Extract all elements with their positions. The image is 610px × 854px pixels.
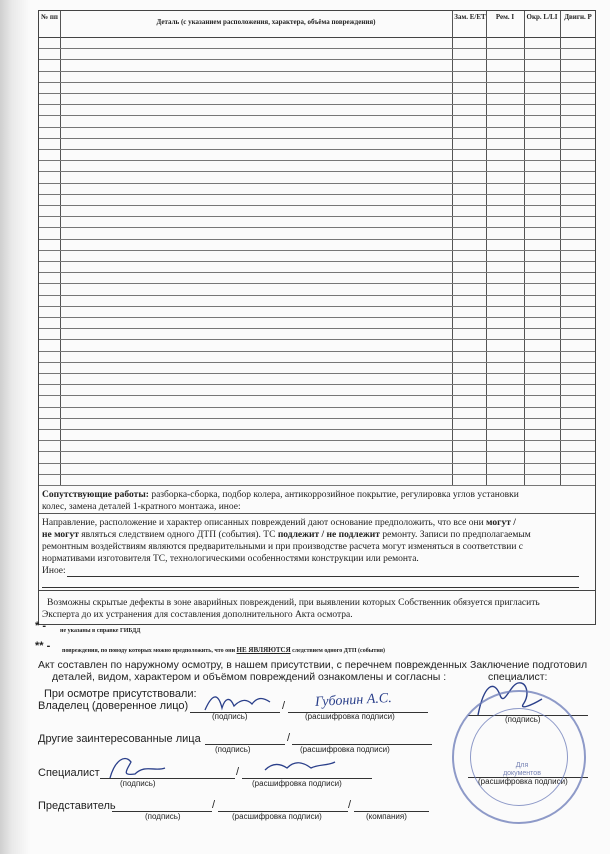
table-row xyxy=(39,104,595,105)
col-disassembly-header: Двигн. P xyxy=(564,13,592,21)
col-detail-header: Деталь (с указанием расположения, характера, объёма повреждения) xyxy=(156,18,376,26)
table-row xyxy=(39,474,595,475)
star-double: ** - xyxy=(35,640,51,652)
specialist-sign-caption: (подпись) xyxy=(505,715,541,724)
owner-sign-caption: (подпись) xyxy=(212,712,248,721)
specialist-row-decode-caption: (расшифровка подписи) xyxy=(252,779,342,788)
col-replace-header: Зам. E/ET xyxy=(454,13,486,21)
representative-slash2: / xyxy=(348,799,352,811)
other-line xyxy=(67,576,579,577)
table-row xyxy=(39,339,595,340)
table-row xyxy=(39,138,595,139)
owner-slash: / xyxy=(282,700,286,712)
table-row xyxy=(39,149,595,150)
table-row xyxy=(39,205,595,206)
star-single: * - xyxy=(35,620,46,632)
other-label: Иное: xyxy=(42,566,66,576)
col-num-header: № пп xyxy=(41,13,58,21)
table-row xyxy=(39,115,595,116)
table-row xyxy=(39,250,595,251)
related-works-label: Сопутствующие работы: xyxy=(42,490,149,500)
table-row xyxy=(39,239,595,240)
owner-decode-caption: (расшифровка подписи) xyxy=(305,712,395,721)
page-edge-shadow xyxy=(0,0,30,854)
table-row xyxy=(39,183,595,184)
note-not-in-certificate: не указаны в справке ГИБДД xyxy=(60,628,141,634)
related-works-line1: Сопутствующие работы: разборка-сборка, подбор колера, антикоррозийное покрытие, регулировка углов установки xyxy=(42,490,519,500)
table-row xyxy=(39,59,595,60)
conclusion-specialist: специалист: xyxy=(488,671,548,683)
stamp-inner-ring xyxy=(470,708,568,806)
specialist-decode-caption: (расшифровка подписи) xyxy=(478,777,568,786)
table-row xyxy=(39,395,595,396)
table-row xyxy=(39,362,595,363)
table-row xyxy=(39,317,595,318)
act-line1: Акт составлен по наружному осмотру, в нашем присутствии, с перечнем поврежденных xyxy=(38,659,467,671)
owner-name-handwritten: Губонин А.С. xyxy=(314,691,393,710)
table-row xyxy=(39,261,595,262)
table-row xyxy=(39,384,595,385)
representative-slash1: / xyxy=(212,799,216,811)
specialist-signature xyxy=(105,752,355,782)
table-row xyxy=(39,160,595,161)
others-decode-caption: (расшифровка подписи) xyxy=(300,745,390,754)
representative-sign-caption: (подпись) xyxy=(145,812,181,821)
table-row xyxy=(39,216,595,217)
direction-line1: Направление, расположение и характер описанных повреждений дают основание предположить, что все они могут / xyxy=(42,518,516,528)
hidden-defects-line1: Возможны скрытые дефекты в зоне аварийных повреждений, при выявлении которых Собственник обязуется пригласить xyxy=(47,598,540,608)
owner-signature xyxy=(200,690,280,716)
specialist-label: Специалист xyxy=(38,767,100,779)
hidden-defects-line2: Эксперта до их устранения для составления дополнительного Акта осмотра. xyxy=(42,610,353,620)
table-row xyxy=(39,295,595,296)
col-repair-header: Рем. I xyxy=(495,13,515,21)
stamp-text: Для документов xyxy=(503,762,541,777)
other-line xyxy=(42,587,579,588)
table-row xyxy=(39,463,595,464)
table-row xyxy=(39,227,595,228)
others-slash: / xyxy=(287,732,291,744)
owner-label: Владелец (доверенное лицо) xyxy=(38,700,189,712)
table-row xyxy=(39,283,595,284)
direction-line2: не могут являться следствием одного ДТП (события). ТС подлежит / не подлежит ремонту. Записи по предполагаемым xyxy=(42,530,531,540)
others-sign-caption: (подпись) xyxy=(215,745,251,754)
table-row xyxy=(39,127,595,128)
table-row xyxy=(39,93,595,94)
related-works-section xyxy=(38,486,596,591)
table-header xyxy=(39,11,595,38)
direction-line3: ремонтным воздействиям являются предварительными и при производстве расчета могут изменяться в соответствии с xyxy=(42,542,524,552)
damage-table xyxy=(38,10,596,486)
conclusion-title: Заключение подготовил xyxy=(470,659,588,671)
specialist-row-sign-caption: (подпись) xyxy=(120,779,156,788)
table-row xyxy=(39,351,595,352)
table-row xyxy=(39,328,595,329)
table-row xyxy=(39,429,595,430)
col-paint-header: Окр. L/LI xyxy=(526,13,558,21)
table-row xyxy=(39,272,595,273)
others-label: Другие заинтересованные лица xyxy=(38,733,201,745)
note-not-single-event: повреждения, по поводу которых можно предположить, что они НЕ ЯВЛЯЮТСЯ следствием одного ДТП (события) xyxy=(62,646,386,654)
table-row xyxy=(39,48,595,49)
presence-title: При осмотре присутствовали: xyxy=(44,688,197,700)
specialist-slash: / xyxy=(236,766,240,778)
table-row xyxy=(39,440,595,441)
company-stamp xyxy=(452,690,586,824)
table-row xyxy=(39,82,595,83)
table-row xyxy=(39,71,595,72)
table-row xyxy=(39,194,595,195)
table-row xyxy=(39,451,595,452)
table-row xyxy=(39,418,595,419)
representative-label: Представитель xyxy=(38,800,116,812)
related-works-line2: колес, замена деталей 1-кратного монтажа, иное: xyxy=(42,502,241,512)
act-line2: деталей, видом, характером и объёмом повреждений ознакомлены и согласны : xyxy=(52,671,447,683)
representative-decode-caption: (расшифровка подписи) xyxy=(232,812,322,821)
table-row xyxy=(39,306,595,307)
divider xyxy=(39,513,595,514)
table-row xyxy=(39,407,595,408)
table-row xyxy=(39,373,595,374)
representative-company-caption: (компания) xyxy=(366,812,407,821)
hidden-defects-section xyxy=(38,591,596,625)
table-row xyxy=(39,171,595,172)
direction-line4: нормативами изготовителя ТС, технологическими особенностями конструкции или ремонта. xyxy=(42,554,419,564)
